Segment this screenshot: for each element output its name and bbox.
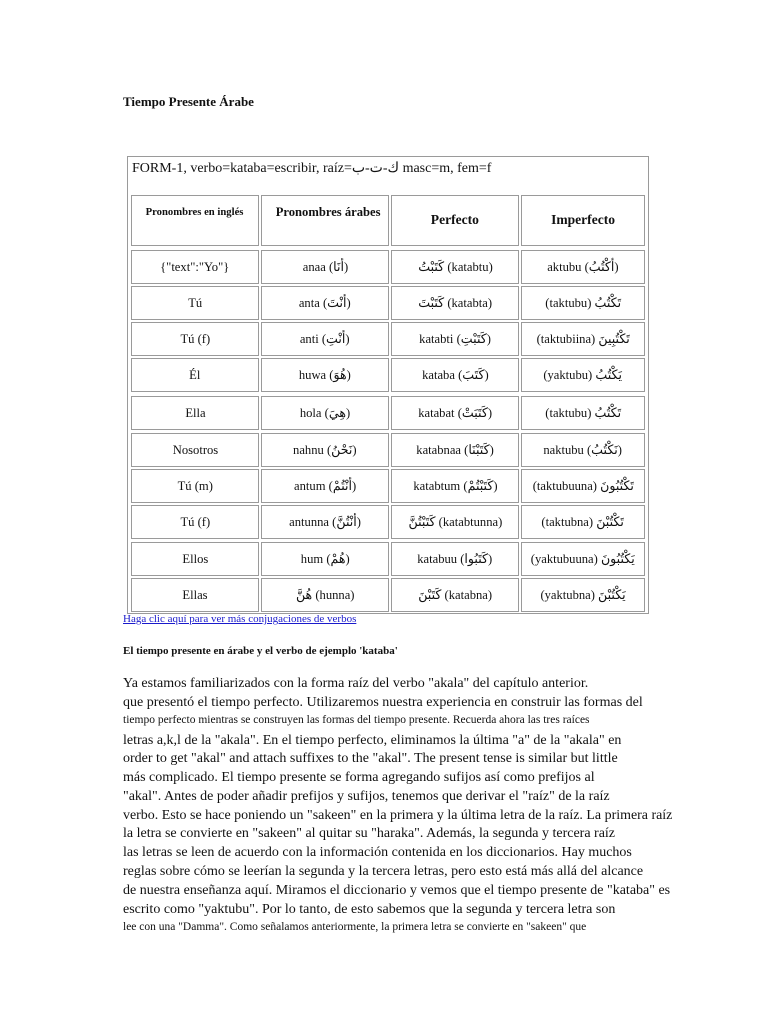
paragraph-line: "akal". Antes de poder añadir prefijos y sufijos, tenemos que derivar el "raíz" de la raíz — [123, 789, 610, 804]
header-perfect: Perfecto — [391, 195, 519, 246]
paragraph-line: de nuestra enseñanza aquí. Miramos el diccionario y vemos que el tiempo presente de "kataba" es — [123, 883, 671, 898]
paragraph-line: escrito como "yaktubu". Por lo tanto, de esto sabemos que la segunda y tercera letra son — [123, 902, 616, 917]
imperfect-cell: (yaktubuuna) يَكْتُبُونَ — [521, 542, 645, 576]
paragraph-line: tiempo perfecto mientras se construyen las formas del tiempo presente. Recuerda ahora las tres raíces — [123, 714, 590, 726]
more-conjugations-link[interactable]: Haga clic aquí para ver más conjugaciones de verbos — [123, 613, 357, 625]
perfect-cell: كَتَبْتَ (katabta) — [391, 286, 519, 320]
english-pronoun-cell: {"text":"Yo"} — [131, 250, 259, 284]
english-pronoun-cell: Nosotros — [131, 433, 259, 467]
header-english-pronouns: Pronombres en inglés — [131, 195, 259, 246]
english-pronoun-cell: Ellos — [131, 542, 259, 576]
imperfect-cell: (taktubu) تَكْتُبُ — [521, 396, 645, 430]
perfect-cell: كَتَبْتُنَّ (katabtunna) — [391, 505, 519, 539]
imperfect-cell: (yaktubu) يَكْتُبُ — [521, 358, 645, 392]
english-pronoun-cell: Tú (f) — [131, 322, 259, 356]
table-caption: FORM-1, verbo=kataba=escribir, raíz=ك-ت-ب masc=m, fem=f — [132, 161, 492, 176]
imperfect-cell: (yaktubna) يَكْتُبْنَ — [521, 578, 645, 612]
paragraph-line: más complicado. El tiempo presente se forma agregando sufijos así como prefijos al — [123, 770, 595, 785]
paragraph-line: reglas sobre cómo se leerían la segunda y la tercera letras, pero esto está más allá del alcance — [123, 864, 644, 879]
paragraph-line: verbo. Esto se hace poniendo un "sakeen" en la primera y la última letra de la raíz. La primera raíz — [123, 808, 673, 823]
arabic-pronoun-cell: nahnu (نَحْنُ) — [261, 433, 389, 467]
imperfect-cell: naktubu (نَكْتُبُ) — [521, 433, 645, 467]
page-title: Tiempo Presente Árabe — [123, 94, 254, 109]
arabic-pronoun-cell: antunna (أنْتُنَّ) — [261, 505, 389, 539]
paragraph-line: order to get "akal" and attach suffixes to the "akal". The present tense is similar but little — [123, 751, 618, 766]
paragraph-line: Ya estamos familiarizados con la forma raíz del verbo "akala" del capítulo anterior. — [123, 676, 589, 691]
paragraph-line: letras a,k,l de la "akala". En el tiempo perfecto, eliminamos la última "a" de la "akala" en — [123, 733, 622, 748]
perfect-cell: كَتَبْتُ (katabtu) — [391, 250, 519, 284]
header-arabic-pronouns: Pronombres árabes — [261, 195, 389, 246]
arabic-pronoun-cell: hum (هُمْ) — [261, 542, 389, 576]
perfect-cell: كَتَبْنَ (katabna) — [391, 578, 519, 612]
imperfect-cell: (taktubuuna) تَكْتُبُونَ — [521, 469, 645, 503]
conjugation-table — [127, 156, 649, 614]
perfect-cell: katabtum (كَتَبْتُمْ) — [391, 469, 519, 503]
perfect-cell: katabat (كَتَبَتْ) — [391, 396, 519, 430]
english-pronoun-cell: Tú (f) — [131, 505, 259, 539]
imperfect-cell: (taktubiina) تَكْتُبِينَ — [521, 322, 645, 356]
perfect-cell: katabnaa (كَتَبْنَا) — [391, 433, 519, 467]
header-imperfect: Imperfecto — [521, 195, 645, 246]
perfect-cell: kataba (كَتَبَ) — [391, 358, 519, 392]
paragraph-line: la letra se convierte en "sakeen" al quitar su "haraka". Además, la segunda y tercera raíz — [123, 826, 616, 841]
arabic-pronoun-cell: hola (هِيَ) — [261, 396, 389, 430]
imperfect-cell: aktubu (أكْتُبُ) — [521, 250, 645, 284]
paragraph-line: las letras se leen de acuerdo con la información contenida en los diccionarios. Hay muchos — [123, 845, 632, 860]
arabic-pronoun-cell: anti (أنْتِ) — [261, 322, 389, 356]
arabic-pronoun-cell: anaa (أنَا) — [261, 250, 389, 284]
perfect-cell: katabti (كَتَبْتِ) — [391, 322, 519, 356]
english-pronoun-cell: Ella — [131, 396, 259, 430]
paragraph-line: lee con una "Damma". Como señalamos anteriormente, la primera letra se convierte en "sakeen" que — [123, 921, 587, 933]
perfect-cell: katabuu (كَتَبُوا) — [391, 542, 519, 576]
english-pronoun-cell: Tú (m) — [131, 469, 259, 503]
english-pronoun-cell: Tú — [131, 286, 259, 320]
section-heading: El tiempo presente en árabe y el verbo de ejemplo 'kataba' — [123, 645, 398, 657]
imperfect-cell: (taktubu) تَكْتُبُ — [521, 286, 645, 320]
arabic-pronoun-cell: huwa (هُوَ) — [261, 358, 389, 392]
arabic-pronoun-cell: antum (أنْتُمْ) — [261, 469, 389, 503]
english-pronoun-cell: Él — [131, 358, 259, 392]
english-pronoun-cell: Ellas — [131, 578, 259, 612]
imperfect-cell: (taktubna) تَكْتُبْنَ — [521, 505, 645, 539]
paragraph-line: que presentó el tiempo perfecto. Utilizaremos nuestra experiencia en construir las formas del — [123, 695, 643, 710]
arabic-pronoun-cell: anta (أنْتَ) — [261, 286, 389, 320]
arabic-pronoun-cell: هُنَّ (hunna) — [261, 578, 389, 612]
